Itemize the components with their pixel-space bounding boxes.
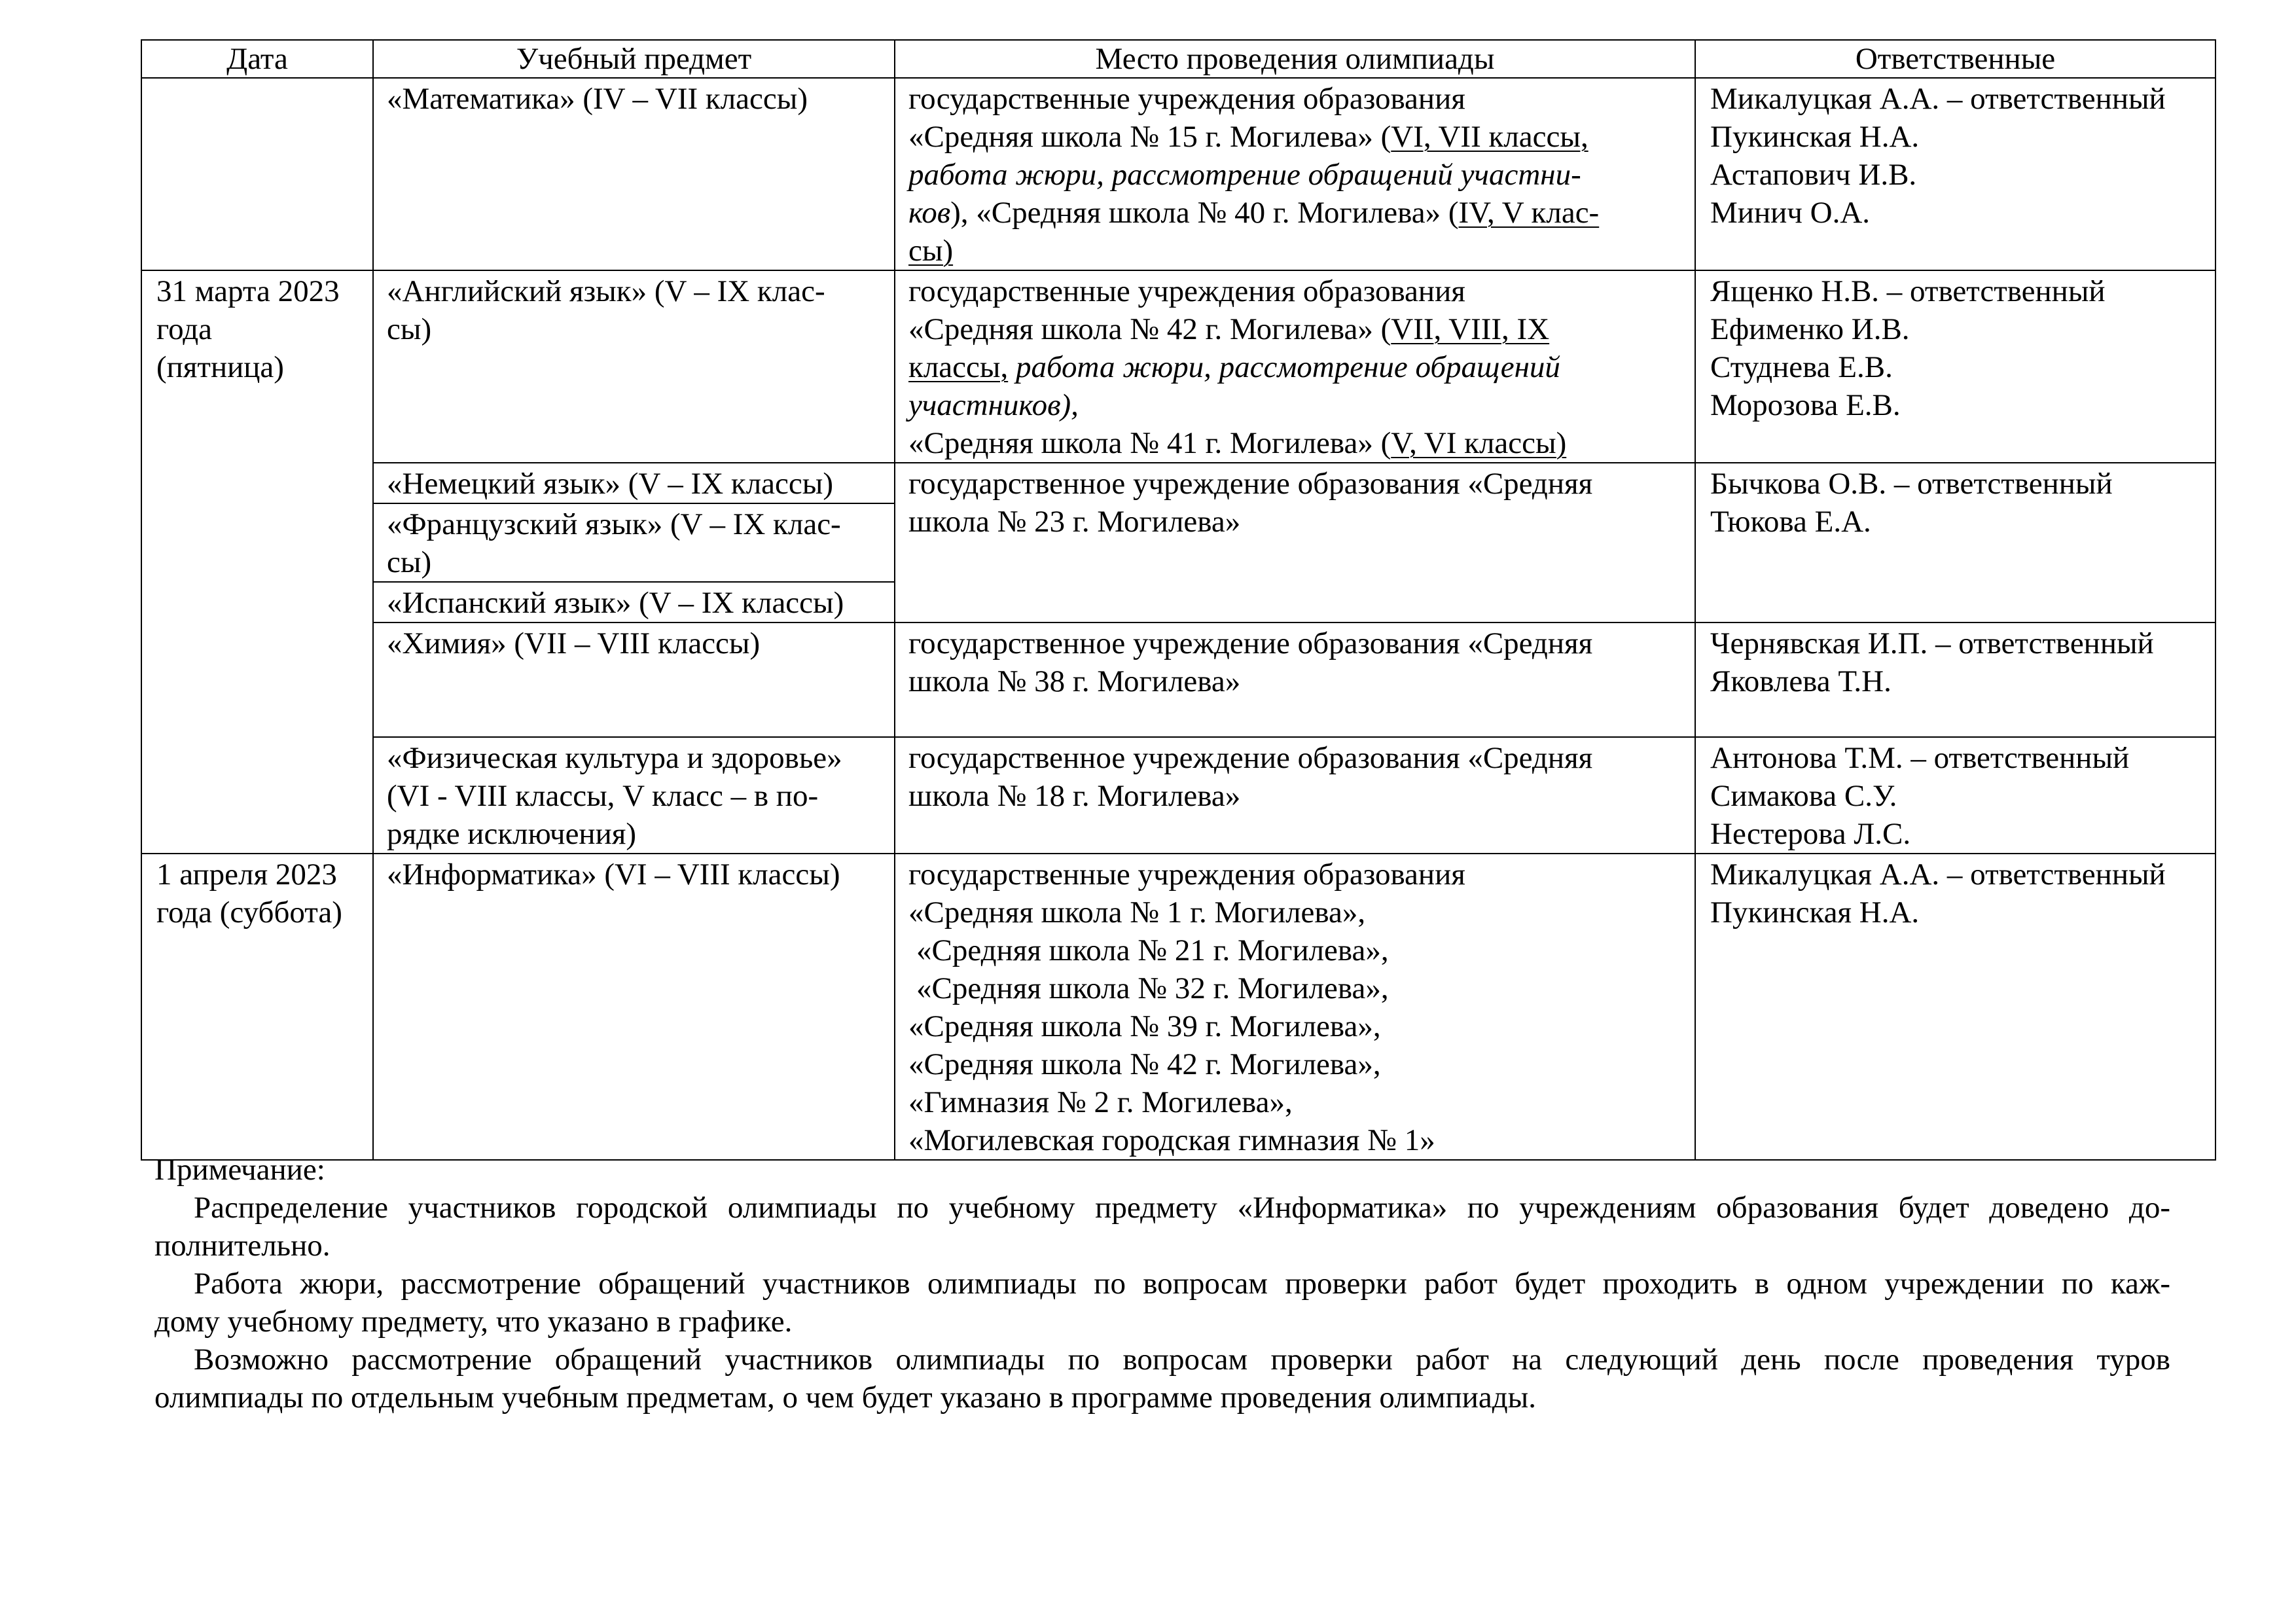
responsible-line: Тюкова Е.А. <box>1710 505 1871 539</box>
responsible-line: Пукинская Н.А. <box>1710 895 1920 929</box>
table-row <box>141 270 2215 463</box>
subject-cell <box>373 503 895 582</box>
subject-line: «Математика» (IV – VII классы) <box>387 82 808 116</box>
table-row <box>141 854 2215 1160</box>
place-cell <box>895 463 1695 623</box>
place-line: «Средняя школа № 32 г. Могилева», <box>916 971 1389 1005</box>
responsible-line: Студнева Е.В. <box>1710 350 1893 384</box>
place-line <box>908 232 1681 270</box>
note-line: Возможно рассмотрение обращений участников олимпиады по вопросам проверки работ на следующий день после проведения туров <box>194 1343 2170 1377</box>
note-line: олимпиады по отдельным учебным предметам, о чем будет указано в программе проведения олимпиады. <box>154 1380 1536 1415</box>
responsible-cell <box>1695 623 2215 737</box>
header-place: Место проведения олимпиады <box>895 40 1695 78</box>
header-date: Дата <box>141 40 373 78</box>
responsible-cell <box>1695 270 2215 463</box>
table-row <box>141 623 2215 737</box>
place-line <box>908 348 1681 386</box>
date-line: (пятница) <box>156 350 284 384</box>
note-section <box>154 1151 2170 1416</box>
subject-line: «Физическая культура и здоровье» <box>387 741 842 775</box>
place-cell <box>895 623 1695 737</box>
subject-line: «Химия» (VII – VIII классы) <box>387 626 761 660</box>
subject-cell <box>373 270 895 463</box>
place-fragment-italic: ков <box>908 196 951 230</box>
place-fragment: «Средняя школа № 42 г. Могилева» ( <box>908 312 1391 346</box>
place-line: «Гимназия № 2 г. Могилева», <box>908 1085 1293 1119</box>
place-line: работа жюри, рассмотрение обращений участни- <box>908 158 1581 192</box>
date-line: года <box>156 312 213 346</box>
responsible-line: Ефименко И.В. <box>1710 312 1910 346</box>
place-fragment-underlined: VII, VIII, IX <box>1391 312 1550 346</box>
date-cell <box>141 270 373 854</box>
place-fragment-underlined: V, VI классы) <box>1391 426 1567 460</box>
place-fragment-underlined: VI, VII классы, <box>1391 120 1588 154</box>
subject-cell <box>373 78 895 270</box>
subject-cell <box>373 623 895 737</box>
responsible-cell <box>1695 854 2215 1160</box>
place-cell <box>895 737 1695 854</box>
place-line <box>908 194 1681 232</box>
table-row <box>141 737 2215 854</box>
date-cell <box>141 854 373 1160</box>
place-line: государственные учреждения образования <box>908 857 1465 892</box>
place-line: «Средняя школа № 1 г. Могилева», <box>908 895 1366 929</box>
place-line: «Средняя школа № 39 г. Могилева», <box>908 1009 1381 1043</box>
subject-line: рядке исключения) <box>387 817 637 851</box>
olympiad-schedule-table <box>141 39 2216 1161</box>
responsible-cell <box>1695 78 2215 270</box>
place-line: государственное учреждение образования «Средняя <box>908 626 1593 660</box>
responsible-line: Морозова Е.В. <box>1710 388 1901 422</box>
note-paragraph <box>154 1341 2170 1416</box>
subject-cell <box>373 737 895 854</box>
subject-line: «Английский язык» (V – IX клас- <box>387 274 825 308</box>
place-cell <box>895 270 1695 463</box>
note-paragraph <box>154 1265 2170 1341</box>
place-line: школа № 18 г. Могилева» <box>908 779 1241 813</box>
note-line: дому учебному предмету, что указано в графике. <box>154 1305 793 1339</box>
responsible-cell <box>1695 737 2215 854</box>
subject-line: «Испанский язык» (V – IX классы) <box>387 586 844 620</box>
note-title: Примечание: <box>154 1153 325 1187</box>
responsible-line: Чернявская И.П. – ответственный <box>1710 626 2154 660</box>
subject-line: «Немецкий язык» (V – IX классы) <box>387 467 833 501</box>
responsible-line: Нестерова Л.С. <box>1710 817 1911 851</box>
subject-line: сы) <box>387 312 432 346</box>
date-line: 31 марта 2023 <box>156 274 340 308</box>
place-line: государственное учреждение образования «Средняя <box>908 741 1593 775</box>
subject-line: «Информатика» (VI – VIII классы) <box>387 857 840 892</box>
place-line <box>908 310 1681 348</box>
responsible-line: Ященко Н.В. – ответственный <box>1710 274 2106 308</box>
note-line: Распределение участников городской олимпиады по учебному предмету «Информатика» по учреждениям образования будет доведено до- <box>194 1191 2170 1225</box>
table-header-row <box>141 40 2215 78</box>
responsible-cell <box>1695 463 2215 623</box>
note-line: полнительно. <box>154 1229 331 1263</box>
responsible-line: Антонова Т.М. – ответственный <box>1710 741 2130 775</box>
subject-line: «Французский язык» (V – IX клас- <box>387 507 841 541</box>
responsible-line: Симакова С.У. <box>1710 779 1897 813</box>
place-line: «Средняя школа № 42 г. Могилева», <box>908 1047 1381 1081</box>
place-line: школа № 23 г. Могилева» <box>908 505 1241 539</box>
subject-line: сы) <box>387 545 432 579</box>
place-line: школа № 38 г. Могилева» <box>908 664 1241 698</box>
note-paragraph <box>154 1189 2170 1265</box>
date-line: года (суббота) <box>156 895 342 929</box>
place-line <box>908 118 1681 156</box>
subject-cell <box>373 854 895 1160</box>
place-fragment-underlined: IV, V клас- <box>1458 196 1600 230</box>
place-line: «Средняя школа № 21 г. Могилева», <box>916 933 1389 967</box>
place-fragment: ), «Средняя школа № 40 г. Могилева» ( <box>950 196 1459 230</box>
date-cell <box>141 78 373 270</box>
responsible-line: Микалуцкая А.А. – ответственный <box>1710 857 2166 892</box>
date-line: 1 апреля 2023 <box>156 857 337 892</box>
place-cell <box>895 854 1695 1160</box>
subject-line: (VI - VIII классы, V класс – в по- <box>387 779 819 813</box>
table-row <box>141 463 2215 503</box>
place-fragment: «Средняя школа № 41 г. Могилева» ( <box>908 426 1391 460</box>
place-fragment-italic: работа жюри, рассмотрение обращений <box>1008 350 1560 384</box>
place-cell <box>895 78 1695 270</box>
place-fragment-underlined: сы) <box>908 234 954 268</box>
place-line: государственные учреждения образования <box>908 274 1465 308</box>
responsible-line: Минич О.А. <box>1710 196 1871 230</box>
responsible-line: Бычкова О.В. – ответственный <box>1710 467 2113 501</box>
responsible-line: Яковлева Т.Н. <box>1710 664 1892 698</box>
header-subject: Учебный предмет <box>373 40 895 78</box>
place-fragment: «Средняя школа № 15 г. Могилева» ( <box>908 120 1391 154</box>
place-line: государственное учреждение образования «Средняя <box>908 467 1593 501</box>
subject-cell <box>373 582 895 623</box>
place-fragment-underlined: классы, <box>908 350 1009 384</box>
header-responsible: Ответственные <box>1695 40 2215 78</box>
place-line <box>908 424 1681 462</box>
table-row <box>141 78 2215 270</box>
responsible-line: Пукинская Н.А. <box>1710 120 1920 154</box>
responsible-line: Астапович И.В. <box>1710 158 1917 192</box>
note-line: Работа жюри, рассмотрение обращений участников олимпиады по вопросам проверки работ будет проходить в одном учреждении по каж- <box>194 1267 2170 1301</box>
place-line: «Могилевская городская гимназия № 1» <box>908 1123 1435 1157</box>
subject-cell <box>373 463 895 503</box>
place-line: государственные учреждения образования <box>908 82 1465 116</box>
place-line: участников), <box>908 388 1079 422</box>
responsible-line: Микалуцкая А.А. – ответственный <box>1710 82 2166 116</box>
